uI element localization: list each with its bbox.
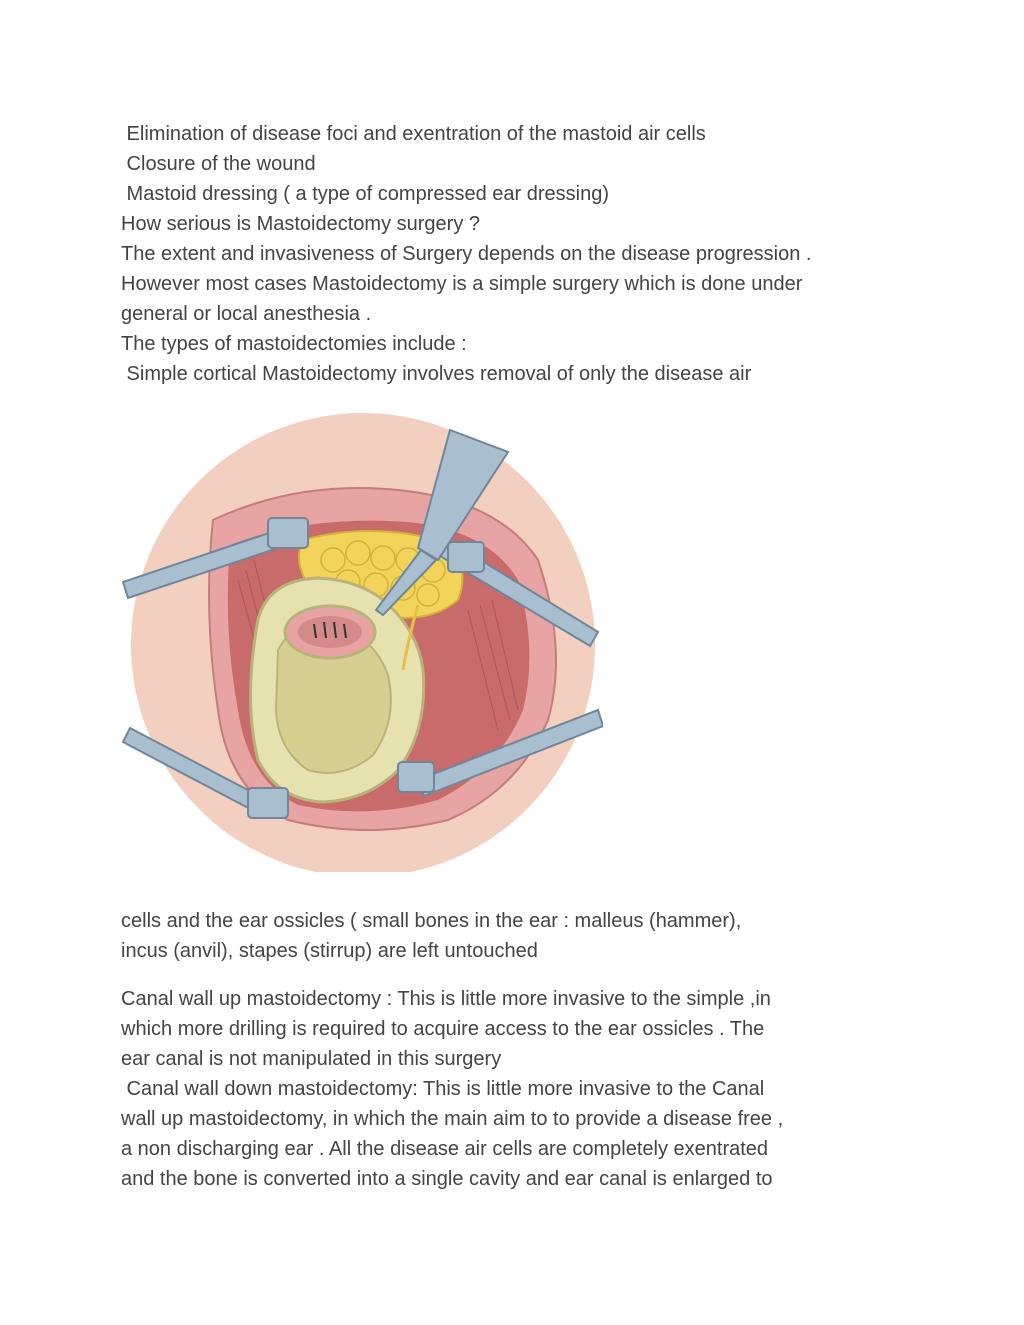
text-line: and the bone is converted into a single cavity and ear canal is enlarged to [121, 1168, 773, 1190]
text-line: Canal wall up mastoidectomy : This is little more invasive to the simple ,in [121, 988, 771, 1010]
text-line: general or local anesthesia . [121, 303, 372, 325]
surgery-diagram [118, 410, 603, 872]
text-line: Mastoid dressing ( a type of compressed ear dressing) [121, 183, 609, 205]
text-line: ear canal is not manipulated in this surgery [121, 1048, 502, 1070]
text-line: Closure of the wound [121, 153, 316, 175]
text-line: Elimination of disease foci and exentration of the mastoid air cells [121, 123, 706, 145]
mastoidectomy-illustration [118, 410, 603, 872]
text-line: How serious is Mastoidectomy surgery ? [121, 213, 481, 235]
text-line: a non discharging ear . All the disease air cells are completely exentrated [121, 1138, 769, 1160]
text-line: However most cases Mastoidectomy is a simple surgery which is done under [121, 273, 803, 295]
text-line: Simple cortical Mastoidectomy involves removal of only the disease air [121, 363, 752, 385]
text-line: The types of mastoidectomies include : [121, 333, 467, 355]
text-line: The extent and invasiveness of Surgery depends on the disease progression . [121, 243, 812, 265]
text-line: incus (anvil), stapes (stirrup) are left untouched [121, 940, 538, 962]
text-line: which more drilling is required to acquire access to the ear ossicles . The [121, 1018, 765, 1040]
text-line: Canal wall down mastoidectomy: This is little more invasive to the Canal [121, 1078, 765, 1100]
text-line: cells and the ear ossicles ( small bones in the ear : malleus (hammer), [121, 910, 742, 932]
text-line: wall up mastoidectomy, in which the main aim to to provide a disease free , [121, 1108, 784, 1130]
